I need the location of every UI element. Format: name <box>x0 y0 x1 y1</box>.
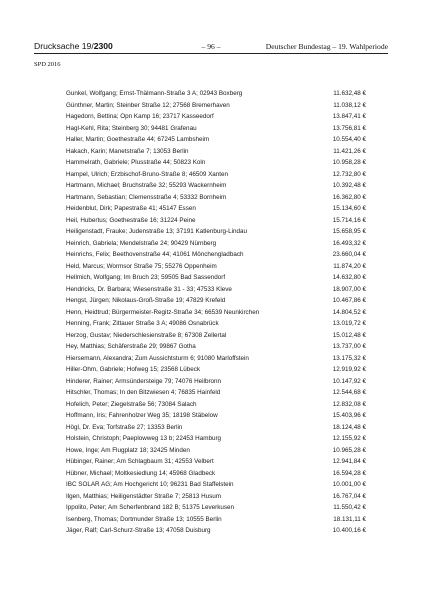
list-item <box>66 341 366 353</box>
list-item <box>66 134 366 146</box>
list-item <box>66 422 366 434</box>
page-header <box>34 41 388 53</box>
donation-amount: 11.550,42 € <box>333 504 366 511</box>
donor-name: Holstein, Christoph; Paeplowweg 13 b; 22453 Hamburg <box>66 435 222 442</box>
donation-amount: 14.632,80 € <box>332 274 366 281</box>
list-item <box>66 157 366 169</box>
document-prefix: Drucksache 19/ <box>34 41 94 51</box>
donation-amount: 18.124,48 € <box>332 423 366 431</box>
donor-name: Hoffmann, Iris; Fahrenholzer Weg 35; 18198 Stäbelow <box>66 412 218 419</box>
list-item <box>66 433 366 445</box>
donor-name: Gunkel, Wolfgang; Ernst-Thälmann-Straße 3 A; 02943 Boxberg <box>66 90 243 97</box>
donor-name: Hellmich, Wolfgang; Im Bruch 23; 59505 Bad Sassendorf <box>66 274 226 281</box>
donation-amount: 16.493,32 € <box>332 239 366 247</box>
donation-amount: 10.001,00 € <box>332 481 366 488</box>
list-item <box>66 88 366 100</box>
list-item <box>66 479 366 491</box>
donation-amount: 13.019,72 € <box>332 320 366 327</box>
list-item <box>66 180 366 192</box>
donor-name: Hampel, Ulrich; Erzbischof-Bruno-Straße 8; 46509 Xanten <box>66 170 229 178</box>
list-item <box>66 146 366 158</box>
donation-amount: 15.134,60 € <box>332 205 366 212</box>
donor-name: Heidenblut, Dirk; Papestraße 41; 45147 Essen <box>66 205 196 212</box>
donor-name: Hofelich, Peter; Ziegelstraße 56; 73084 Salach <box>66 400 197 408</box>
donation-amount: 15.658,95 € <box>332 228 366 235</box>
list-item <box>66 387 366 399</box>
document-number-value: 2300 <box>93 41 113 51</box>
donation-amount: 12.155,92 € <box>332 435 366 442</box>
donation-amount: 15.714,16 € <box>332 216 366 224</box>
donor-name: Ilgen, Matthias; Heiligenstädter Straße 7; 25813 Husum <box>66 492 222 500</box>
donation-amount: 11.632,48 € <box>333 90 366 97</box>
donation-amount: 10.400,16 € <box>332 527 366 534</box>
donation-amount: 10.965,28 € <box>332 446 366 454</box>
donation-amount: 16.767,04 € <box>332 492 366 500</box>
list-item <box>66 525 366 537</box>
donor-name: Hakach, Karin; Manetstraße 7; 13053 Berlin <box>66 147 189 155</box>
donor-name: IBC SOLAR AG; Am Hochgericht 10; 96231 Bad Staffelstein <box>66 481 234 488</box>
donation-amount: 11.038,12 € <box>333 101 366 109</box>
donation-amount: 18.131,11 € <box>333 515 366 523</box>
donation-amount: 12.544,68 € <box>332 389 366 396</box>
donor-name: Hammelrath, Gabriele; Plusstraße 44; 50823 Koln <box>66 159 206 166</box>
donation-amount: 13.756,81 € <box>332 124 366 132</box>
donation-amount: 13.175,32 € <box>332 354 366 362</box>
donation-amount: 12.941,84 € <box>332 458 366 465</box>
list-item <box>66 284 366 296</box>
list-item <box>66 203 366 215</box>
donor-name: Hitschler, Thomas; In den Bitzwiesen 4; 76835 Hainfeld <box>66 389 221 396</box>
donor-name: Heinrich, Gabriela; Mendelstraße 24; 90429 Nürnberg <box>66 239 217 247</box>
donor-name: Henning, Frank; Zittauer Straße 3 A; 49086 Osnabrück <box>66 320 219 327</box>
donor-name: Held, Marcus; Wormsor Straße 75; 55276 Oppenheim <box>66 262 217 270</box>
donation-amount: 10.392,48 € <box>332 182 366 189</box>
list-item <box>66 399 366 411</box>
list-item <box>66 111 366 123</box>
donor-name: Howe, Inge; Am Flugplatz 18; 32425 Minden <box>66 446 190 454</box>
donation-amount: 23.660,04 € <box>332 251 366 258</box>
list-item <box>66 456 366 468</box>
donor-name: Hiller-Ohm, Gabriele; Hofweg 15; 23568 Lübeck <box>66 366 201 373</box>
donor-name: Haller, Martin; Goethestraße 44; 67245 Lambsheim <box>66 136 210 143</box>
donor-name: Högl, Dr. Eva; Torfstraße 27; 13353 Berlin <box>66 423 183 431</box>
donor-name: Hartmann, Michael; Bruchstraße 32; 55293 Wackernheim <box>66 182 227 189</box>
list-item <box>66 491 366 503</box>
list-item <box>66 192 366 204</box>
donor-name: Hiersemann, Alexandra; Zum Aussichtsturm 6; 91080 Marloffstein <box>66 354 249 362</box>
donation-amount: 15.012,48 € <box>332 331 366 339</box>
donor-name: Hagl-Kehl, Rita; Steinberg 30; 94481 Grafenau <box>66 124 197 132</box>
donor-name: Hendricks, Dr. Barbara; Wiesenstraße 31 - 33; 47533 Kleve <box>66 285 232 293</box>
donation-amount: 10.467,86 € <box>332 297 366 304</box>
donation-amount: 13.737,00 € <box>332 343 366 350</box>
list-item <box>66 123 366 135</box>
list-item <box>66 514 366 526</box>
donor-name: Heiligenstadt, Frauke; Judenstraße 13; 37191 Katlenburg-Lindau <box>66 228 247 235</box>
list-item <box>66 226 366 238</box>
donor-name: Hinderer, Rainer; Armsündersteige 79; 74076 Heilbronn <box>66 377 222 385</box>
donation-amount: 15.403,96 € <box>332 412 366 419</box>
list-item <box>66 353 366 365</box>
list-item <box>66 318 366 330</box>
list-item <box>66 261 366 273</box>
donor-name: Günthner, Martin; Steinber Straße 12; 27568 Bremerhaven <box>66 101 230 109</box>
donor-name: Hartmann, Sebastian; Clemensstraße 4; 53332 Bornheim <box>66 193 227 201</box>
donor-name: Herzog, Gustav; Niederschlesienstraße 8; 67308 Zellertal <box>66 331 227 339</box>
list-item <box>66 502 366 514</box>
donor-name: Jäger, Ralf; Carl-Schurz-Straße 13; 47058 Duisburg <box>66 527 211 534</box>
donation-amount: 11.874,20 € <box>333 262 366 270</box>
list-item <box>66 215 366 227</box>
donor-name: Hey, Matthias; Schäferstraße 29; 99867 Gotha <box>66 343 196 350</box>
donation-amount: 13.847,41 € <box>332 113 366 120</box>
donation-amount: 14.804,52 € <box>332 308 366 316</box>
donation-amount: 12.732,80 € <box>332 170 366 178</box>
donor-name: Isenberg, Thomas; Dortmunder Straße 13; 10555 Berlin <box>66 515 222 523</box>
list-item <box>66 272 366 284</box>
donor-name: Hübner, Michael; Moltkesiedlung 14; 45968 Gladbeck <box>66 469 216 477</box>
list-item <box>66 330 366 342</box>
donation-amount: 10.147,92 € <box>332 377 366 385</box>
donor-name: Heil, Hubertus; Goethestraße 16; 31224 Peine <box>66 216 196 224</box>
donor-name: Hübinger, Rainer; Am Schlagbaum 31; 42553 Velbert <box>66 458 214 465</box>
donation-amount: 12.832,08 € <box>332 400 366 408</box>
party-year-label: SPD 2016 <box>34 61 61 68</box>
list-item <box>66 169 366 181</box>
list-item <box>66 445 366 457</box>
list-item <box>66 295 366 307</box>
list-item <box>66 307 366 319</box>
donation-amount: 11.421,26 € <box>333 147 366 155</box>
donor-name: Heinrichs, Felix; Beethovenstraße 44; 41061 Mönchengladbach <box>66 251 244 258</box>
header-rule <box>34 53 388 54</box>
list-item <box>66 364 366 376</box>
donation-amount: 16.594,28 € <box>332 469 366 477</box>
donor-name: Henn, Heidtrud; Bürgermeister-Regitz-Straße 34; 66539 Neunkirchen <box>66 308 260 316</box>
donation-amount: 18.907,00 € <box>332 285 366 293</box>
parliament-label: Deutscher Bundestag – 19. Wahlperiode <box>265 42 388 51</box>
list-item <box>66 376 366 388</box>
donor-list <box>66 88 366 537</box>
donation-amount: 10.958,28 € <box>332 159 366 166</box>
donation-amount: 12.919,92 € <box>332 366 366 373</box>
list-item <box>66 410 366 422</box>
donation-amount: 16.362,80 € <box>332 193 366 201</box>
list-item <box>66 238 366 250</box>
list-item <box>66 249 366 261</box>
list-item <box>66 468 366 480</box>
list-item <box>66 100 366 112</box>
donation-amount: 10.554,40 € <box>332 136 366 143</box>
donor-name: Hengst, Jürgen; Nikolaus-Groß-Straße 19; 47829 Krefeld <box>66 297 226 304</box>
donor-name: Ippolito, Peter; Am Scherfenbrand 182 B; 51375 Leverkusen <box>66 504 235 511</box>
page-number: – 96 – <box>201 42 221 51</box>
donor-name: Hagedorn, Bettina; Opn Kamp 16; 23717 Kasseedorf <box>66 113 214 120</box>
